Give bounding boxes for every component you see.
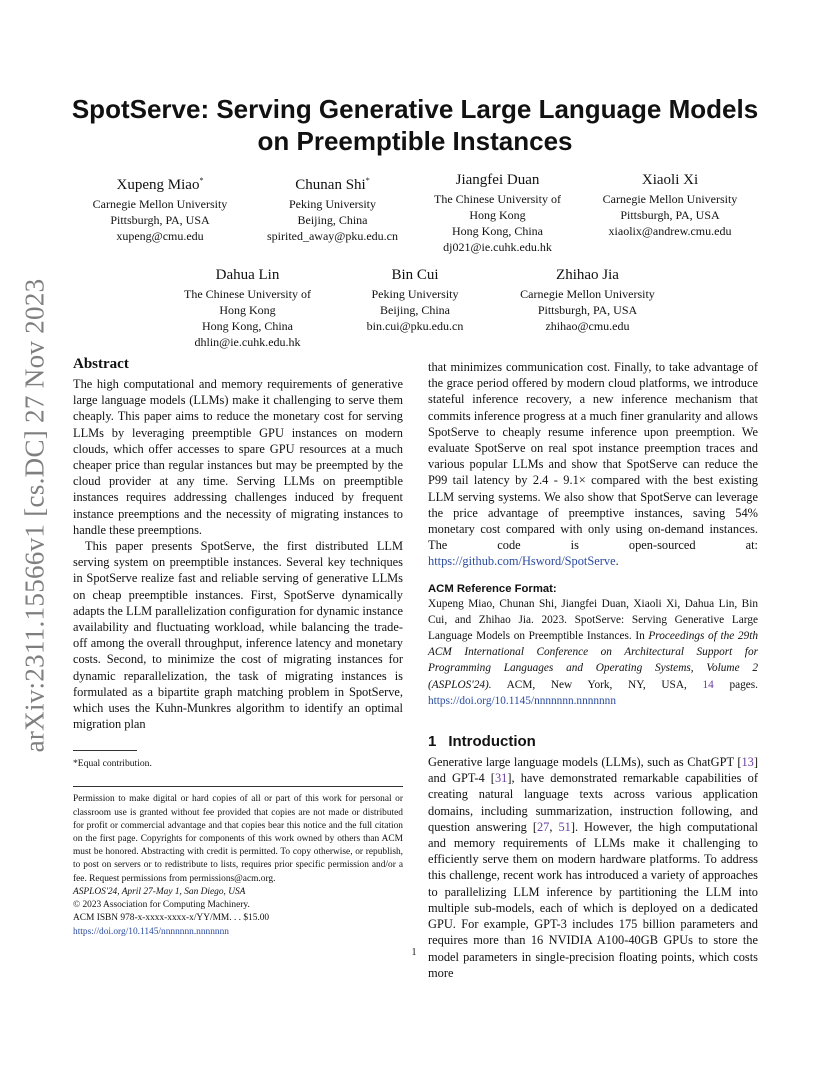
abstract-paragraph-2: This paper presents SpotServe, the first distributed LLM serving system on preemptible instances. Several key techniques in SpotServe realize fast and reliable serving of generative LLMs on cheap preemptible instances. First, SpotServe dynamically adapts the LLM parallelization configuration for dynamic instance availability and fluctuating workload, while balancing the trade-off among the overall throughput, inference latency and monetary costs. Second, to minimize the cost of migrating instances for dynamic reparallelization, the task of migrating instances is formulated as a bipartite graph matching problem in SpotServe, which uses the Kuhn-Munkres algorithm to identify an optimal migration plan xyxy=(73,539,403,732)
author-row-1 xyxy=(70,171,760,255)
author-block xyxy=(250,171,415,255)
author-email: xiaolix@andrew.cmu.edu xyxy=(608,224,732,238)
abstract-paragraph-1: The high computational and memory requirements of generative large language models (LLMs) make it challenging to serve them cheaply. This paper aims to reduce the monetary cost for serving LLMs by leveraging preemptible GPU instances on modern clouds, which offer accesses to spare GPU resources at a much cheaper price than regular instances but may be preempted by the cloud provider at any time. Serving LLMs on preemptible instances requires addressing challenges induced by frequent instance preemptions and the necessity of migrating instances to handle these preemptions. xyxy=(73,377,403,537)
isbn-line: ACM ISBN 978-x-xxxx-xxxx-x/YY/MM. . . $15.00 xyxy=(73,913,270,924)
conference-venue: ASPLOS'24, April 27-May 1, San Diego, USA xyxy=(73,886,246,897)
author-location: Pittsburgh, PA, USA xyxy=(620,208,720,222)
equal-contribution-mark: * xyxy=(365,176,370,185)
author-block xyxy=(160,266,335,350)
paper-title xyxy=(60,93,770,157)
code-repository-link[interactable]: https://github.com/Hsword/SpotServe xyxy=(428,554,616,569)
section-title: Introduction xyxy=(448,733,536,751)
introduction-heading xyxy=(428,733,758,750)
author-affiliation-line-2: Hong Kong xyxy=(469,208,526,222)
abstract-heading: Abstract xyxy=(73,356,129,372)
author-location: Pittsburgh, PA, USA xyxy=(537,303,638,317)
right-column xyxy=(428,359,758,981)
author-row-2 xyxy=(160,266,680,350)
author-name: Xiaoli Xi xyxy=(641,172,699,188)
author-block xyxy=(335,266,495,350)
author-affiliation: Carnegie Mellon University xyxy=(602,192,738,206)
author-affiliation: The Chinese University of xyxy=(184,287,311,301)
author-affiliation: Peking University xyxy=(289,197,376,211)
author-email: dhlin@ie.cuhk.edu.hk xyxy=(194,335,301,349)
author-name: Bin Cui xyxy=(391,267,439,283)
acm-reference-text: Xupeng Miao, Chunan Shi, Jiangfei Duan, Xiaoli Xi, Dahua Lin, Bin Cui, and Zhihao Jia. 2023. SpotServe: Serving Generative Large Language Models on Preemptible Instances. In Proceedings of the 29th ACM International Conference on Architectural Support for Programming Languages and Operating Systems, Volume 2 (ASPLOS'24). ACM, New York, NY, USA, 14 pages. https://doi.org/10.1145/nnnnnnn.nnnnnnn xyxy=(428,597,758,707)
author-location: Hong Kong, China xyxy=(202,319,293,333)
footnote-equal-contribution: *Equal contribution. xyxy=(73,758,152,770)
equal-contribution-mark: * xyxy=(199,176,204,185)
author-affiliation: Carnegie Mellon University xyxy=(92,197,228,211)
author-block xyxy=(495,266,680,350)
author-name: Jiangfei Duan xyxy=(455,172,540,188)
abstract-paragraph-2-continued: that minimizes communication cost. Finally, to take advantage of the grace period offered by modern cloud platforms, we introduce stateful inference recovery, a new inference mechanism that commits inference progress at a much finer granularity and allows SpotServe to cheaply resume inference upon preemption. We evaluate SpotServe on real spot instance preemption traces and various popular LLMs and show that SpotServe can reduce the P99 tail latency by 2.4 - 9.1× compared with the best existing LLM serving systems. We also show that SpotServe can leverage the price advantage of preemptive instances, saving 54% monetary cost compared with only using on-demand instances. The code is open-sourced at: https://github.com/Hsword/SpotServe. xyxy=(428,360,758,569)
author-affiliation-line-2: Hong Kong xyxy=(219,303,276,317)
arxiv-identifier: arXiv:2311.15566v1 [cs.DC] 27 Nov 2023 xyxy=(19,278,50,752)
author-affiliation: Peking University xyxy=(371,287,459,301)
title-line-1: SpotServe: Serving Generative Large Language Models xyxy=(71,94,759,124)
introduction-paragraph: Generative large language models (LLMs), such as ChatGPT [13] and GPT-4 [31], have demonstrated remarkable capabilities of creating natural language texts across various application domains, including summarization, instruction following, and question answering [27, 51]. However, the high computational and memory requirements of LLMs make it challenging to efficiently serve them on modern hardware platforms. To address this challenge, recent work has introduced a variety of approaches to parallelizing LLM inference by partitioning the LLM into multiple sub-models, each of which is deployed on a dedicated GPU. For example, GPT-3 includes 175 billion parameters and requires more than 16 NVIDIA A100-40GB GPUs to store the model parameters in single-precision floating points, which costs more xyxy=(428,755,759,980)
copyright-line: © 2023 Association for Computing Machinery. xyxy=(73,900,250,911)
author-block xyxy=(70,171,250,255)
author-email: dj021@ie.cuhk.edu.hk xyxy=(443,240,552,254)
author-name: Dahua Lin xyxy=(215,267,280,283)
acm-reference-heading: ACM Reference Format: xyxy=(428,582,557,595)
author-name: Xupeng Miao xyxy=(116,177,200,193)
footnote-rule xyxy=(73,750,137,751)
author-block xyxy=(415,171,580,255)
citation-link[interactable]: 13 xyxy=(741,755,754,770)
author-location: Beijing, China xyxy=(380,303,450,317)
section-number: 1 xyxy=(428,733,437,751)
page-count-link[interactable]: 14 xyxy=(702,678,714,691)
author-affiliation: Carnegie Mellon University xyxy=(520,287,655,301)
citation-link[interactable]: 27 xyxy=(536,819,550,834)
author-location: Pittsburgh, PA, USA xyxy=(110,213,210,227)
doi-link[interactable]: https://doi.org/10.1145/nnnnnnn.nnnnnnn xyxy=(73,926,229,937)
permission-notice: Permission to make digital or hard copies of all or part of this work for personal or classroom use is granted without fee provided that copies are not made or distributed for profit or commercial advantage and that copies bear this notice and the full citation on the first page. Copyrights for components of this work owned by others than ACM must be honored. Abstracting with credit is permitted. To copy otherwise, or republish, to post on servers or to redistribute to lists, requires prior specific permission and/or a fee. Request permissions from permissions@acm.org. xyxy=(73,794,403,884)
author-affiliation: The Chinese University of xyxy=(434,192,561,206)
citation-link[interactable]: 31 xyxy=(494,771,508,786)
left-column xyxy=(73,356,403,939)
author-name: Zhihao Jia xyxy=(556,267,619,283)
title-line-2: on Preemptible Instances xyxy=(257,126,573,156)
author-email: zhihao@cmu.edu xyxy=(545,319,630,333)
author-email: bin.cui@pku.edu.cn xyxy=(366,319,464,333)
author-email: spirited_away@pku.edu.cn xyxy=(266,229,398,243)
author-email: xupeng@cmu.edu xyxy=(116,229,204,243)
author-location: Hong Kong, China xyxy=(452,224,543,238)
page-number: 1 xyxy=(411,947,417,958)
author-block xyxy=(580,171,760,255)
author-location: Beijing, China xyxy=(297,213,368,227)
author-name: Chunan Shi xyxy=(295,177,366,193)
acm-doi-link[interactable]: https://doi.org/10.1145/nnnnnnn.nnnnnnn xyxy=(428,694,616,707)
citation-link[interactable]: 51 xyxy=(558,819,571,834)
permission-rule xyxy=(73,786,403,787)
